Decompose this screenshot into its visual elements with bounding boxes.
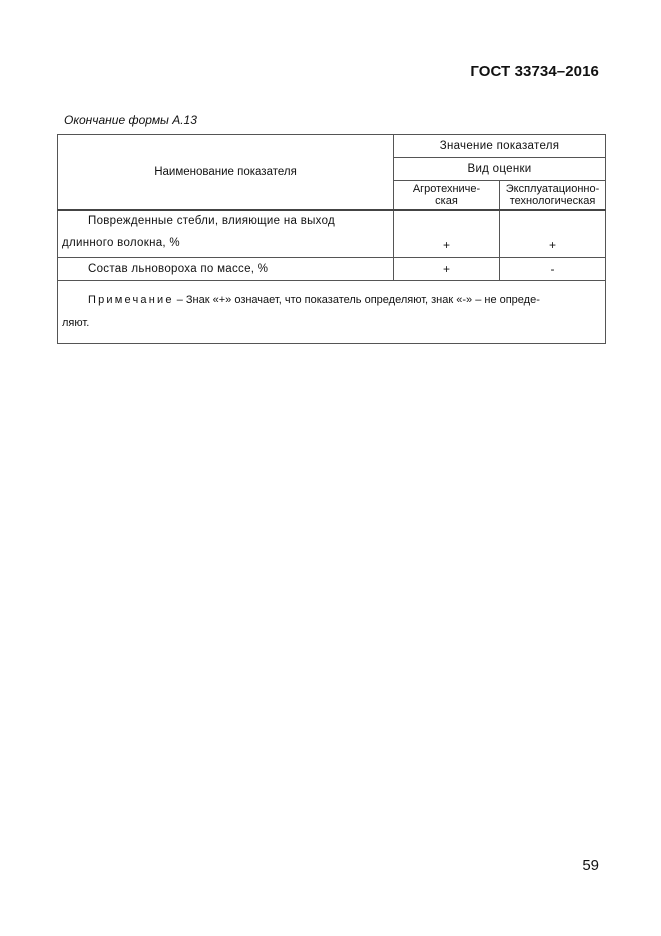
row-flax-heap-name: Состав льновороха по массе, % [58, 258, 394, 281]
header-operational-line2: технологическая [509, 195, 596, 207]
note-label: Примечание [88, 294, 174, 306]
row-damaged-stems-name [58, 210, 394, 258]
indicators-table [57, 134, 606, 344]
table-row [58, 210, 606, 258]
row-damaged-stems-exploit: + [500, 210, 606, 258]
row-damaged-stems-line1: Поврежденные стебли, влияющие на выход [88, 215, 336, 227]
header-agrotechnical [394, 181, 500, 211]
note-text-line1: – Знак «+» означает, что показатель определяют, знак «-» – не опреде- [173, 294, 540, 306]
row-flax-heap-exploit: - [500, 258, 606, 281]
document-code: ГОСТ 33734–2016 [470, 63, 599, 80]
header-indicator-name: Наименование показателя [58, 135, 394, 211]
header-operational-line1: Эксплуатационно- [505, 183, 600, 195]
header-operational [500, 181, 606, 211]
header-evaluation-kind: Вид оценки [394, 158, 606, 181]
row-damaged-stems-line2: длинного волокна, % [62, 237, 180, 249]
note-text-line2: ляют. [62, 317, 90, 329]
table-row [58, 258, 606, 281]
page-number: 59 [582, 857, 599, 874]
header-agrotechnical-line2: ская [435, 195, 458, 207]
row-flax-heap-agro: + [394, 258, 500, 281]
header-agrotechnical-line1: Агротехниче- [412, 183, 481, 195]
table-caption: Окончание формы А.13 [64, 113, 197, 127]
row-damaged-stems-agro: + [394, 210, 500, 258]
table-note [58, 281, 606, 344]
header-indicator-value: Значение показателя [394, 135, 606, 158]
